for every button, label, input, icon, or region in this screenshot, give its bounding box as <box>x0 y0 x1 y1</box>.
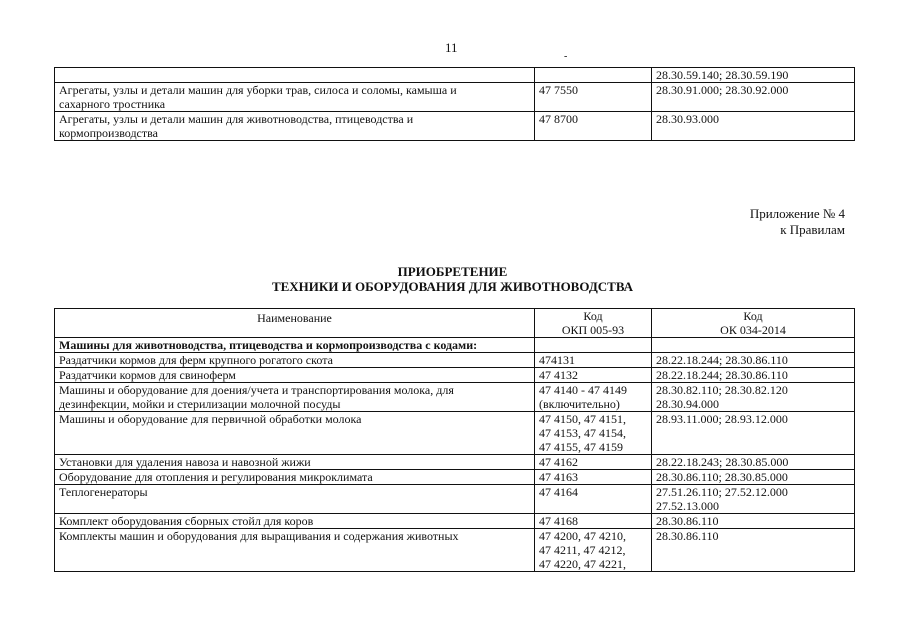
okpd-code-cell <box>652 455 855 470</box>
okp-code-cell <box>535 470 652 485</box>
okp-code-cell <box>535 412 652 455</box>
okp-code-line: 47 4150, 47 4151, <box>539 412 626 426</box>
table-row <box>55 383 855 412</box>
table-header-row <box>55 309 855 338</box>
okp-code-cell <box>535 112 652 141</box>
item-name-line: Комплект оборудования сборных стойл для коров <box>59 514 314 528</box>
okpd-code-line: 27.51.26.110; 27.52.12.000 <box>656 485 788 499</box>
item-name-cell <box>55 412 535 455</box>
okp-code-line <box>539 68 647 82</box>
table-row <box>55 412 855 455</box>
okp-code-cell <box>535 383 652 412</box>
document-title <box>0 264 905 294</box>
item-name-cell <box>55 383 535 412</box>
table-row <box>55 112 855 141</box>
okp-code-cell <box>535 529 652 572</box>
appendix-note <box>750 206 845 238</box>
item-name-line: Раздатчики кормов для свиноферм <box>59 368 236 382</box>
okpd-code-line: 28.22.18.244; 28.30.86.110 <box>656 353 788 367</box>
okpd-code-line: 28.30.86.110 <box>656 514 719 528</box>
okpd-code-cell <box>652 383 855 412</box>
header-name: Наименование <box>55 309 535 338</box>
okpd-code-cell <box>652 112 855 141</box>
okpd-code-cell <box>652 485 855 514</box>
item-name-line: Машины и оборудование для первичной обработки молока <box>59 412 362 426</box>
okpd-code-line: 28.30.94.000 <box>656 397 719 411</box>
table-row <box>55 68 855 83</box>
okp-code-line: 47 4164 <box>539 485 578 499</box>
okpd-code-line: 28.30.82.110; 28.30.82.120 <box>656 383 788 397</box>
okpd-code-line: 28.22.18.243; 28.30.85.000 <box>656 455 789 469</box>
title-line-2: ТЕХНИКИ И ОБОРУДОВАНИЯ ДЛЯ ЖИВОТНОВОДСТВА <box>271 279 634 294</box>
section-empty-cell <box>652 338 855 353</box>
okp-code-line: 47 8700 <box>539 112 578 126</box>
table-row <box>55 529 855 572</box>
table-row <box>55 470 855 485</box>
appendix-line-1: Приложение № 4 <box>749 206 845 221</box>
section-empty-cell <box>535 338 652 353</box>
okp-code-cell <box>535 455 652 470</box>
item-name-cell <box>55 353 535 368</box>
equipment-table <box>54 308 855 572</box>
okp-code-line: 47 4163 <box>539 470 578 484</box>
item-name-line: дезинфекции, мойки и стерилизации молочной посуды <box>59 397 341 411</box>
okp-code-cell <box>535 514 652 529</box>
okpd-code-cell <box>652 470 855 485</box>
item-name-cell <box>55 68 535 83</box>
okpd-code-line: 28.30.86.110 <box>656 529 719 543</box>
item-name-cell <box>55 83 535 112</box>
header-okpd <box>652 309 855 338</box>
okpd-code-line: 28.30.91.000; 28.30.92.000 <box>656 83 789 97</box>
item-name-cell <box>55 514 535 529</box>
item-name-line: сахарного тростника <box>59 97 166 111</box>
okp-code-cell <box>535 485 652 514</box>
okpd-code-cell <box>652 514 855 529</box>
okp-code-cell <box>535 83 652 112</box>
page-number: 11 <box>445 40 458 55</box>
appendix-line-2: к Правилам <box>780 222 845 237</box>
item-name-line: Установки для удаления навоза и навозной жижи <box>59 455 311 469</box>
table-row <box>55 485 855 514</box>
item-name-line <box>59 68 530 82</box>
okp-code-line: 47 4220, 47 4221, <box>539 557 626 571</box>
item-name-line: Агрегаты, узлы и детали машин для уборки трав, силоса и соломы, камыша и <box>59 83 457 97</box>
item-name-cell <box>55 455 535 470</box>
item-name-line: Теплогенераторы <box>59 485 148 499</box>
item-name-line: Агрегаты, узлы и детали машин для животноводства, птицеводства и <box>59 112 414 126</box>
okpd-code-line: 28.30.59.140; 28.30.59.190 <box>656 68 789 82</box>
item-name-cell <box>55 485 535 514</box>
okp-code-line: 47 7550 <box>539 83 578 97</box>
table-row <box>55 353 855 368</box>
item-name-line: Оборудование для отопления и регулирования микроклимата <box>59 470 373 484</box>
okpd-code-line: 28.30.86.110; 28.30.85.000 <box>656 470 788 484</box>
section-row <box>55 338 855 353</box>
okp-code-line: 47 4132 <box>539 368 578 382</box>
okpd-code-cell <box>652 368 855 383</box>
okp-code-line: 47 4211, 47 4212, <box>539 543 626 557</box>
item-name-cell <box>55 529 535 572</box>
okp-code-cell <box>535 353 652 368</box>
okp-code-line: 47 4153, 47 4154, <box>539 426 626 440</box>
section-heading: Машины для животноводства, птицеводства и кормопроизводства с кодами: <box>55 338 535 353</box>
header-okp-line-2: ОКП 005-93 <box>561 323 625 337</box>
table-row <box>55 455 855 470</box>
okpd-code-line: 28.30.93.000 <box>656 112 719 126</box>
okp-code-line: 47 4140 - 47 4149 <box>539 383 627 397</box>
okp-code-line: 474131 <box>539 353 575 367</box>
page-speck: - <box>564 51 568 62</box>
okpd-code-cell <box>652 412 855 455</box>
table-row <box>55 368 855 383</box>
header-okpd-line-2: ОК 034-2014 <box>720 323 786 337</box>
table-row <box>55 83 855 112</box>
item-name-cell <box>55 112 535 141</box>
item-name-line: Машины и оборудование для доения/учета и транспортирования молока, для <box>59 383 454 397</box>
item-name-line: Раздатчики кормов для ферм крупного рогатого скота <box>59 353 333 367</box>
okp-code-line: 47 4155, 47 4159 <box>539 440 623 454</box>
item-name-line: кормопроизводства <box>59 126 158 140</box>
okp-code-line: 47 4200, 47 4210, <box>539 529 626 543</box>
header-okp-line-1: Код <box>583 309 603 323</box>
okp-code-line: 47 4168 <box>539 514 578 528</box>
header-okp <box>535 309 652 338</box>
okpd-code-line: 28.93.11.000; 28.93.12.000 <box>656 412 788 426</box>
okp-code-line: (включительно) <box>539 397 620 411</box>
table-row <box>55 514 855 529</box>
continued-table <box>54 67 855 141</box>
item-name-cell <box>55 470 535 485</box>
okpd-code-cell <box>652 68 855 83</box>
okp-code-cell <box>535 68 652 83</box>
title-line-1: ПРИОБРЕТЕНИЕ <box>397 264 508 279</box>
okpd-code-line: 27.52.13.000 <box>656 499 719 513</box>
okpd-code-cell <box>652 529 855 572</box>
okpd-code-cell <box>652 353 855 368</box>
item-name-line: Комплекты машин и оборудования для выращивания и содержания животных <box>59 529 459 543</box>
okp-code-cell <box>535 368 652 383</box>
header-okpd-line-1: Код <box>743 309 763 323</box>
okpd-code-cell <box>652 83 855 112</box>
okpd-code-line: 28.22.18.244; 28.30.86.110 <box>656 368 788 382</box>
okp-code-line: 47 4162 <box>539 455 578 469</box>
item-name-cell <box>55 368 535 383</box>
